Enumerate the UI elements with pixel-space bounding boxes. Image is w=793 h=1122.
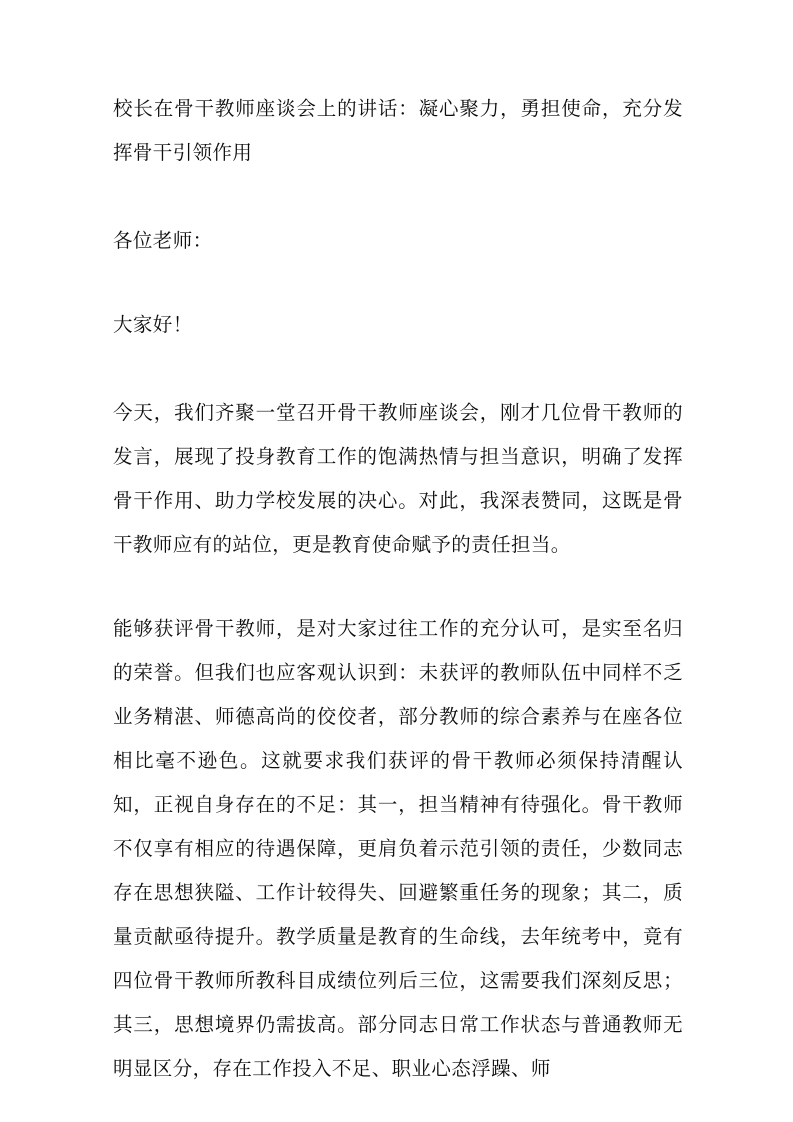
section-one-paragraph: 能够获评骨干教师，是对大家过往工作的充分认可，是实至名归的荣誉。但我们也应客观认识到：未获评的教师队伍中同样不乏业务精湛、师德高尚的佼佼者，部分教师的综合素养与在座各位相比毫不逊色。这就要求我们获评的骨干教师必须保持清醒认知，正视自身存在的不足：其一，担当精神有待强化。骨干教师不仅享有相应的待遇保障，更肩负着示范引领的责任，少数同志存在思想狭隘、工作计较得失、回避繁重任务的现象；其二，质量贡献亟待提升。教学质量是教育的生命线，去年统考中，竟有四位骨干教师所教科目成绩位列后三位，这需要我们深刻反思；其三，思想境界仍需拔高。部分同志日常工作状态与普通教师无明显区分，存在工作投入不足、职业心态浮躁、师 <box>113 619 683 1080</box>
document-title: 校长在骨干教师座谈会上的讲话：凝心聚力，勇担使命，充分发挥骨干引领作用 <box>113 99 683 164</box>
greeting-paragraph: 大家好！ <box>113 315 193 336</box>
salutation-paragraph: 各位老师： <box>113 231 213 252</box>
document-body <box>113 88 683 1092</box>
intro-paragraph: 今天，我们齐聚一堂召开骨干教师座谈会，刚才几位骨干教师的发言，展现了投身教育工作的饱满热情与担当意识，明确了发挥骨干作用、助力学校发展的决心。对此，我深表赞同，这既是骨干教师应有的站位，更是教育使命赋予的责任担当。 <box>113 403 683 556</box>
